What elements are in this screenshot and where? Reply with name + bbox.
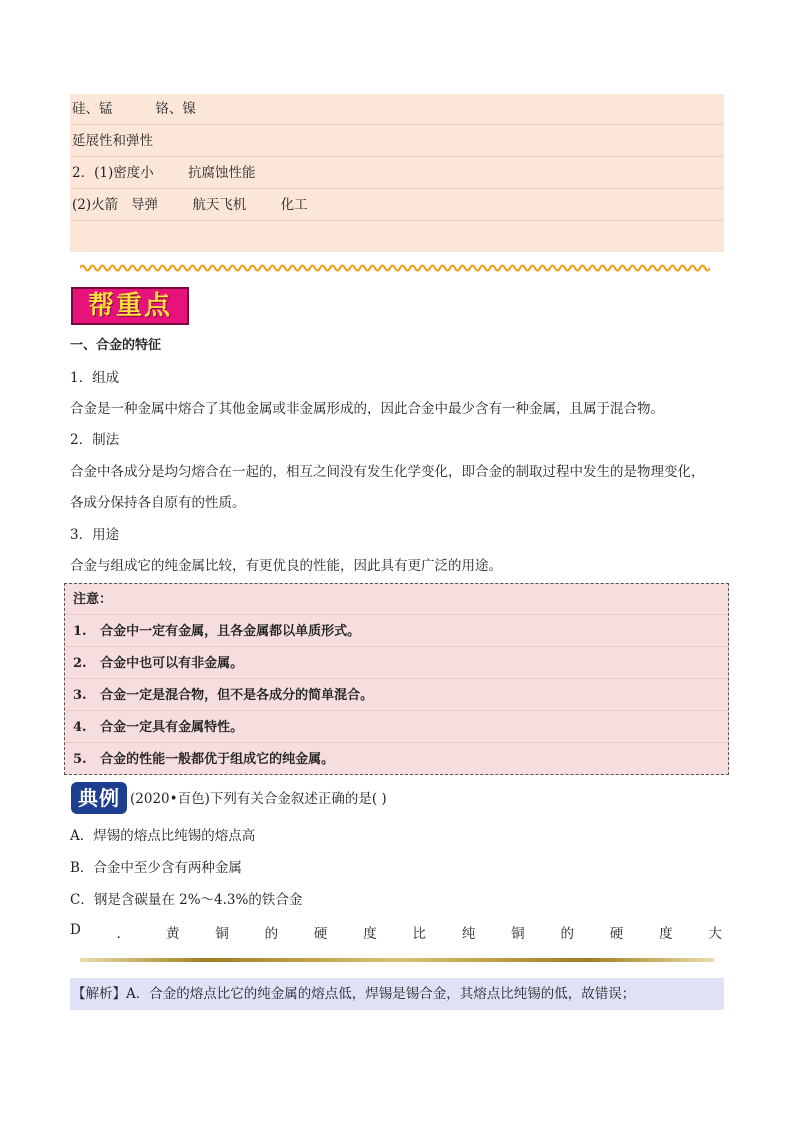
item-body: 各成分保持各自原有的性质。 bbox=[70, 495, 246, 511]
answer-line: 硅、锰 铬、镍 bbox=[70, 94, 724, 125]
note-item: 2. 合金中也可以有非金属。 bbox=[65, 648, 728, 679]
item-title: 3．用途 bbox=[70, 527, 120, 543]
option-d-char: 纯 bbox=[461, 926, 476, 942]
option-d-char: 黄 bbox=[165, 926, 180, 942]
note-item: 1. 合金中一定有金属，且各金属都以单质形式。 bbox=[65, 616, 728, 647]
note-title: 注意： bbox=[65, 584, 728, 615]
item-title: 1．组成 bbox=[70, 370, 120, 386]
option-d-char: 的 bbox=[264, 926, 279, 942]
example-question: (2020•百色)下列有关合金叙述正确的是( ) bbox=[130, 791, 387, 807]
option-d-char: 度 bbox=[659, 926, 673, 942]
item-body: 合金中各成分是均匀熔合在一起的，相互之间没有发生化学变化，即合金的制取过程中发生的是物理变化， bbox=[70, 464, 705, 480]
option-d-char: 硬 bbox=[609, 926, 624, 942]
option-d-char: 大 bbox=[708, 926, 722, 942]
section-heading: 一、合金的特征 bbox=[70, 338, 162, 353]
item-body: 合金是一种金属中熔合了其他金属或非金属形成的，因此合金中最少含有一种金属，且属于混合物。 bbox=[70, 401, 664, 417]
option-d-char: D bbox=[70, 922, 81, 938]
option-d-char: 铜 bbox=[511, 926, 525, 942]
option-d-char: ． bbox=[116, 926, 131, 942]
option-d bbox=[70, 922, 722, 942]
item-body: 合金与组成它的纯金属比较，有更优良的性能，因此具有更广泛的用途。 bbox=[70, 558, 502, 574]
option-d-char: 比 bbox=[412, 926, 427, 942]
option-d-char: 铜 bbox=[215, 926, 229, 942]
answer-line bbox=[70, 222, 724, 253]
option-d-char: 度 bbox=[363, 926, 377, 942]
option-d-char: 的 bbox=[560, 926, 574, 942]
note-item: 5. 合金的性能一般都优于组成它的纯金属。 bbox=[73, 752, 335, 767]
answer-box bbox=[70, 94, 724, 252]
item-title: 2．制法 bbox=[70, 432, 120, 448]
option-d-char: 硬 bbox=[313, 926, 328, 942]
option-a: A．焊锡的熔点比纯锡的熔点高 bbox=[70, 828, 256, 844]
gold-divider bbox=[80, 958, 714, 962]
wave-divider bbox=[80, 262, 710, 274]
answer-line: (2)火箭 导弹 航天飞机 化工 bbox=[70, 190, 724, 221]
option-b: B．合金中至少含有两种金属 bbox=[70, 860, 242, 876]
answer-line: 延展性和弹性 bbox=[70, 126, 724, 157]
analysis-box: 【解析】A．合金的熔点比它的纯金属的熔点低，焊锡是锡合金，其熔点比纯锡的低，故错误； bbox=[70, 978, 724, 1010]
option-c: C．钢是含碳量在 2%～4.3%的铁合金 bbox=[70, 892, 303, 908]
section-badge: 帮重点 bbox=[71, 287, 189, 325]
note-box bbox=[64, 583, 729, 775]
note-item: 4. 合金一定具有金属特性。 bbox=[65, 712, 728, 743]
example-badge: 典例 bbox=[71, 782, 127, 814]
note-item: 3. 合金一定是混合物，但不是各成分的简单混合。 bbox=[65, 680, 728, 711]
answer-line: 2．(1)密度小 抗腐蚀性能 bbox=[70, 158, 724, 189]
